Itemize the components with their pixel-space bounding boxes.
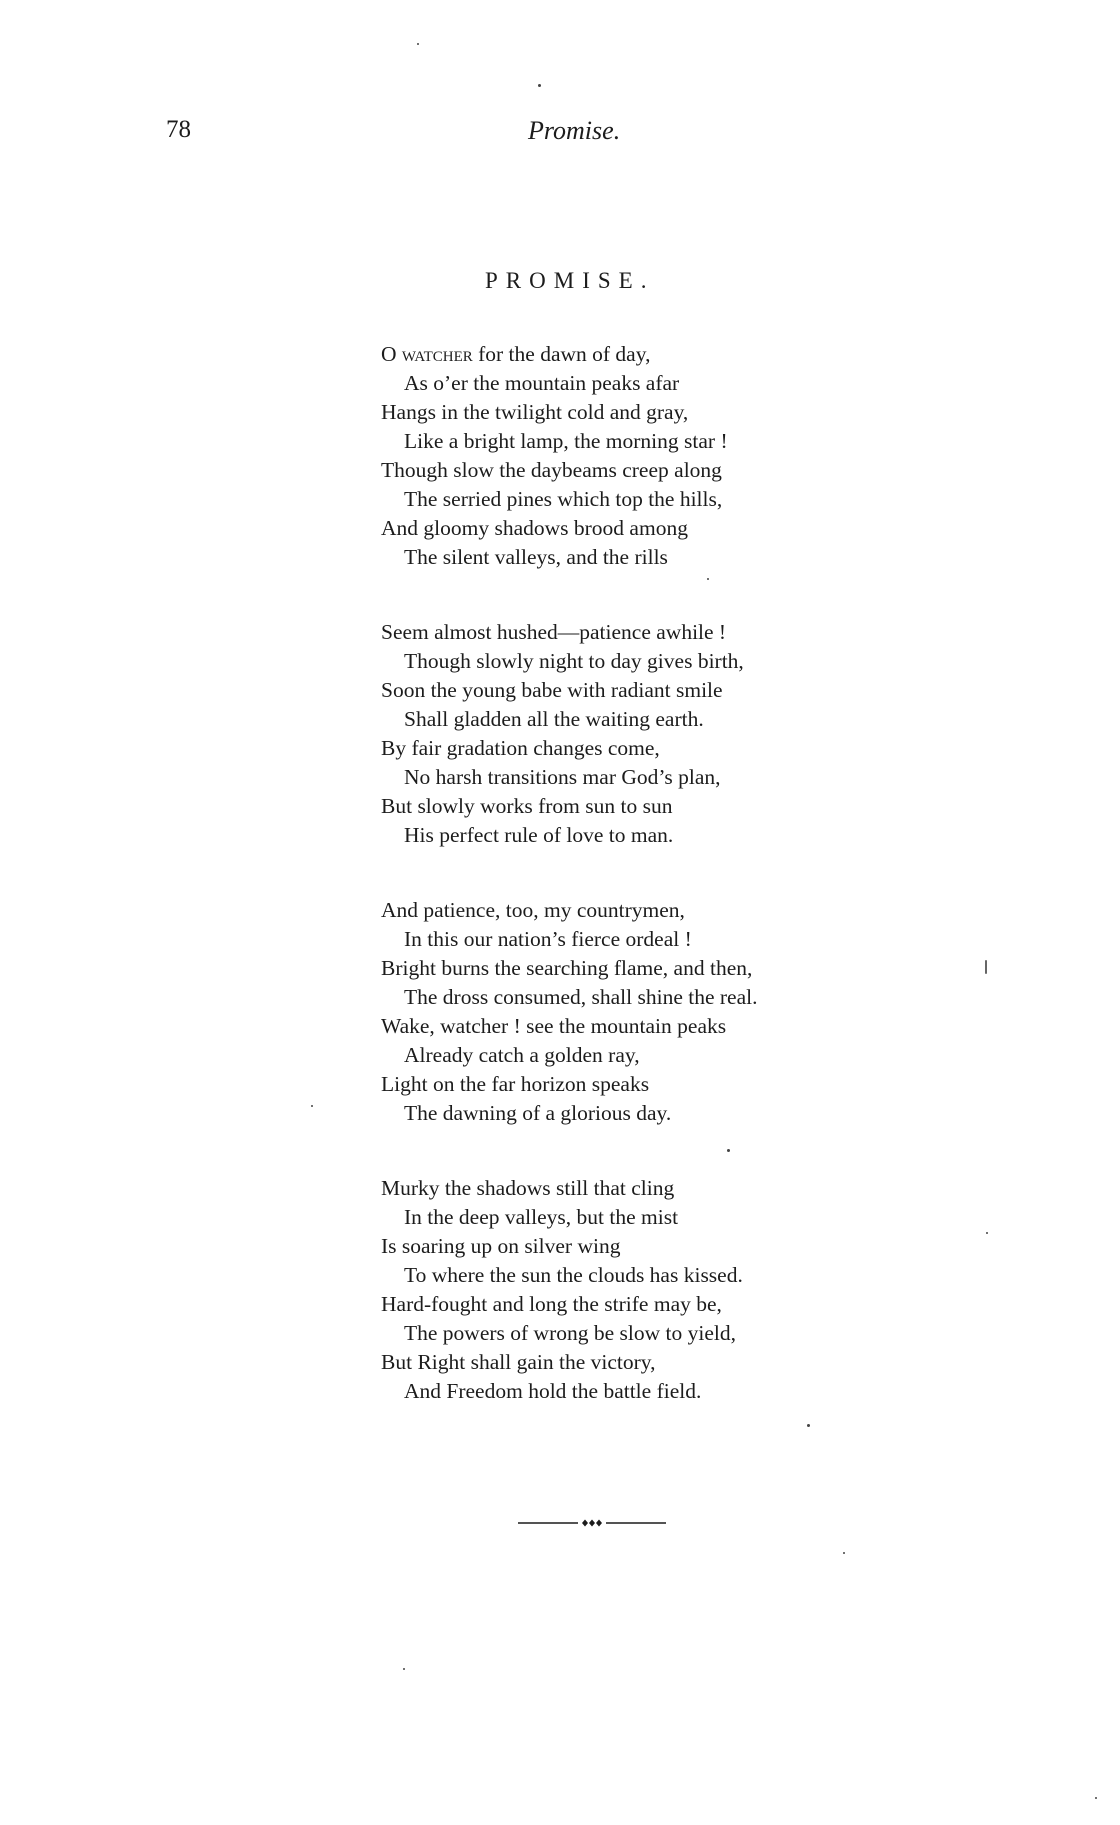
poem-body [381,340,941,1452]
stanza [381,618,941,850]
poem-line: And patience, too, my countrymen, [381,898,685,922]
poem-line: But Right shall gain the victory, [381,1350,656,1374]
poem-line: Hangs in the twilight cold and gray, [381,400,689,424]
poem-line: Wake, watcher ! see the mountain peaks [381,1014,727,1038]
scan-speck [727,1149,730,1152]
poem-line: The serried pines which top the hills, [404,487,723,511]
poem-line [381,340,941,369]
end-ornament-icon [518,1518,666,1528]
poem-line: Like a bright lamp, the morning star ! [404,429,728,453]
poem-line: And Freedom hold the battle field. [404,1379,702,1403]
scan-speck [986,1232,988,1234]
poem-line: Though slowly night to day gives birth, [404,649,744,673]
poem-title: PROMISE. [485,268,655,293]
poem-line: Bright burns the searching flame, and then, [381,956,753,980]
poem-line: The dawning of a glorious day. [404,1101,672,1125]
scan-speck [538,84,541,87]
poem-line: By fair gradation changes come, [381,736,660,760]
scan-speck [1095,1797,1097,1799]
poem-line: Soon the young babe with radiant smile [381,678,723,702]
running-header: Promise. [528,116,621,145]
scan-speck [707,578,709,580]
poem-line: Murky the shadows still that cling [381,1176,675,1200]
opening-small-caps: O watcher [381,342,473,366]
page-number: 78 [166,116,191,143]
poem-line: His perfect rule of love to man. [404,823,674,847]
poem-line: No harsh transitions mar God’s plan, [404,765,721,789]
scan-speck [311,1105,313,1107]
stanza [381,340,941,572]
poem-line: The dross consumed, shall shine the real. [404,985,758,1009]
line-text: for the dawn of day, [472,342,651,366]
poem-line: Light on the far horizon speaks [381,1072,650,1096]
poem-line: Though slow the daybeams creep along [381,458,722,482]
poem-line: Is soaring up on silver wing [381,1234,621,1258]
poem-line: Seem almost hushed—patience awhile ! [381,620,727,644]
poem-line: But slowly works from sun to sun [381,794,673,818]
poem-line: The powers of wrong be slow to yield, [404,1321,736,1345]
stanza [381,1174,941,1406]
scan-speck [807,1424,810,1427]
poem-line: Already catch a golden ray, [404,1043,640,1067]
poem-line: Shall gladden all the waiting earth. [404,707,704,731]
poem-line: In this our nation’s fierce ordeal ! [404,927,692,951]
poem-line: As o’er the mountain peaks afar [404,371,680,395]
scan-speck [403,1668,405,1670]
scan-speck [417,43,419,45]
scan-speck [985,960,987,974]
stanza [381,896,941,1128]
scan-speck [843,1552,845,1554]
poem-line: And gloomy shadows brood among [381,516,688,540]
poem-line: To where the sun the clouds has kissed. [404,1263,743,1287]
poem-line: Hard-fought and long the strife may be, [381,1292,722,1316]
poem-line: In the deep valleys, but the mist [404,1205,679,1229]
poem-line: The silent valleys, and the rills [404,545,668,569]
